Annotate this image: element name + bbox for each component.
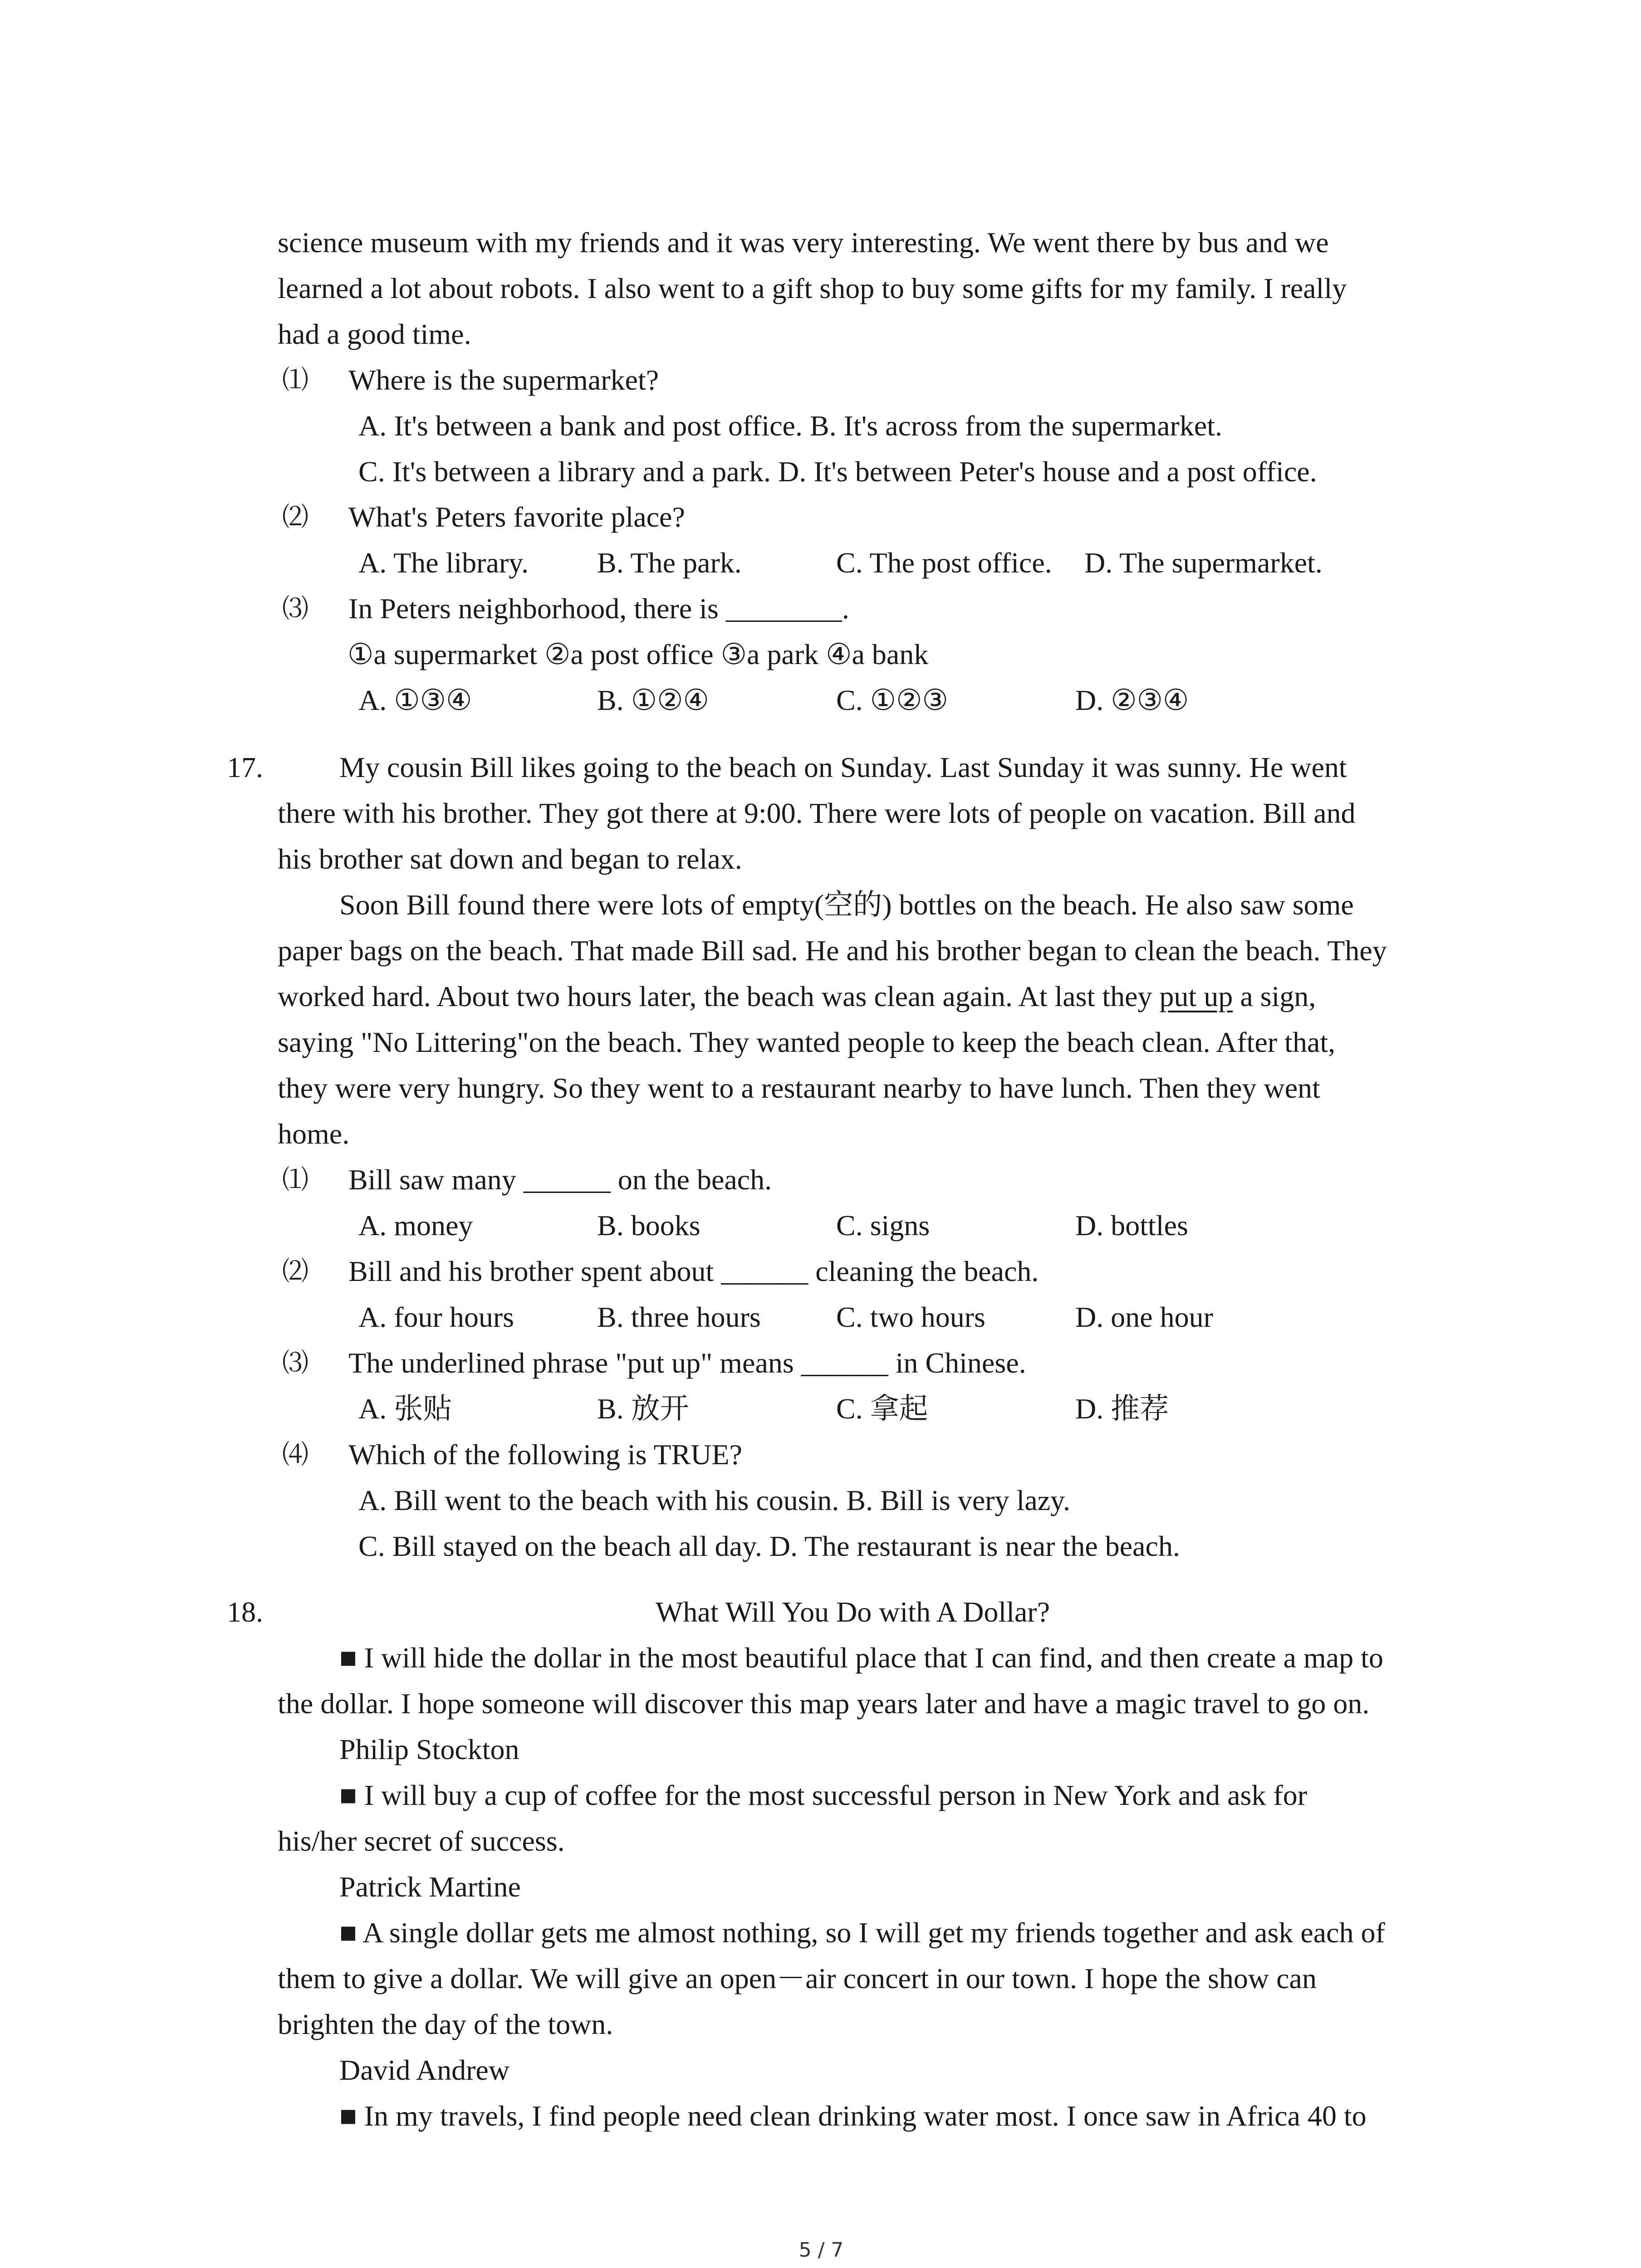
passage-title: What Will You Do with A Dollar? (656, 1596, 1050, 1628)
passage-line: Soon Bill found there were lots of empty(空的) bottles on the beach. He also saw some (339, 889, 1354, 921)
passage-text: a sign, (1233, 980, 1316, 1012)
answer-option-b: B. The park. (597, 547, 742, 579)
sub-question-number: ⑴ (282, 1164, 309, 1195)
answer-option-c: C. The post office. (836, 547, 1052, 579)
answer-option-b: B. three hours (597, 1301, 761, 1333)
passage-line: the dollar. I hope someone will discover this map years later and have a magic travel to go on. (278, 1687, 1370, 1720)
answer-option-c: C. two hours (836, 1301, 985, 1333)
passage-line: ■ I will buy a cup of coffee for the most successful person in New York and ask for (339, 1779, 1307, 1811)
passage-line: home. (278, 1118, 350, 1150)
answer-option-d: D. 推荐 (1075, 1393, 1169, 1425)
answer-option-c: C. 拿起 (836, 1393, 928, 1425)
author-name: Patrick Martine (339, 1871, 521, 1903)
answer-option-a: A. The library. (358, 547, 529, 579)
answer-option-a: A. ①③④ (358, 684, 472, 716)
question-number: 18. (227, 1596, 263, 1628)
answer-option-b: B. ①②④ (597, 684, 709, 716)
sub-question-text: Which of the following is TRUE? (348, 1438, 742, 1471)
passage-line: ■ In my travels, I find people need clean drinking water most. I once saw in Africa 40 to (339, 2100, 1367, 2132)
passage-line: My cousin Bill likes going to the beach on Sunday. Last Sunday it was sunny. He went (339, 751, 1347, 783)
passage-line: his brother sat down and began to relax. (278, 843, 742, 875)
passage-line: they were very hungry. So they went to a restaurant nearby to have lunch. Then they went (278, 1072, 1320, 1104)
answer-option-a: A. four hours (358, 1301, 514, 1333)
sub-question-text: Bill saw many ______ on the beach. (348, 1163, 772, 1196)
sub-question-text: What's Peters favorite place? (348, 501, 685, 533)
passage-line: saying "No Littering"on the beach. They wanted people to keep the beach clean. After that, (278, 1026, 1336, 1058)
sub-question-number: ⑷ (282, 1439, 309, 1470)
numbered-items: ①a supermarket ②a post office ③a park ④a bank (348, 638, 929, 670)
answer-option-d: D. ②③④ (1075, 684, 1189, 716)
passage-line: science museum with my friends and it was very interesting. We went there by bus and we (278, 226, 1329, 259)
passage-line: learned a lot about robots. I also went to a gift shop to buy some gifts for my family. I really (278, 272, 1347, 304)
sub-question-number: ⑶ (282, 593, 309, 624)
answer-options-line: A. Bill went to the beach with his cousin. B. Bill is very lazy. (358, 1484, 1070, 1516)
answer-option-d: D. bottles (1075, 1209, 1188, 1242)
passage-line: brighten the day of the town. (278, 2008, 613, 2040)
answer-option-a: A. 张贴 (358, 1393, 452, 1425)
answer-option-a: A. money (358, 1209, 473, 1242)
passage-line: had a good time. (278, 318, 471, 350)
sub-question-number: ⑵ (282, 1256, 309, 1286)
answer-option-c: C. ①②③ (836, 684, 948, 716)
author-name: David Andrew (339, 2054, 510, 2086)
sub-question-text: Bill and his brother spent about ______ cleaning the beach. (348, 1255, 1039, 1287)
author-name: Philip Stockton (339, 1733, 519, 1765)
passage-line: them to give a dollar. We will give an open－air concert in our town. I hope the show can (278, 1962, 1317, 1994)
answer-option-b: B. books (597, 1209, 700, 1242)
passage-line (278, 982, 1316, 1011)
sub-question-number: ⑶ (282, 1347, 309, 1378)
underlined-phrase: put up (1159, 980, 1233, 1012)
answer-option-b: B. 放开 (597, 1393, 689, 1425)
sub-question-text: In Peters neighborhood, there is ________. (348, 592, 849, 625)
page-number: 5 / 7 (798, 2239, 844, 2262)
passage-line: ■ I will hide the dollar in the most beautiful place that I can find, and then create a map to (339, 1642, 1383, 1674)
sub-question-number: ⑴ (282, 364, 309, 395)
sub-question-text: Where is the supermarket? (348, 364, 659, 396)
sub-question-number: ⑵ (282, 501, 309, 532)
answer-option-d: D. The supermarket. (1084, 547, 1323, 579)
sub-question-text: The underlined phrase "put up" means ______ in Chinese. (348, 1347, 1026, 1379)
answer-options-line: A. It's between a bank and post office. B. It's across from the supermarket. (358, 410, 1222, 442)
answer-options-line: C. Bill stayed on the beach all day. D. The restaurant is near the beach. (358, 1530, 1180, 1562)
answer-options-line: C. It's between a library and a park. D. It's between Peter's house and a post office. (358, 455, 1317, 488)
passage-line: there with his brother. They got there at 9:00. There were lots of people on vacation. Bill and (278, 797, 1356, 829)
passage-line: his/her secret of success. (278, 1825, 565, 1857)
question-number: 17. (227, 751, 263, 783)
passage-text: worked hard. About two hours later, the beach was clean again. At last they (278, 980, 1160, 1012)
answer-option-c: C. signs (836, 1209, 930, 1242)
passage-line: paper bags on the beach. That made Bill sad. He and his brother began to clean the beach. They (278, 934, 1387, 967)
passage-line: ■ A single dollar gets me almost nothing, so I will get my friends together and ask each of (339, 1916, 1385, 1949)
answer-option-d: D. one hour (1075, 1301, 1213, 1333)
